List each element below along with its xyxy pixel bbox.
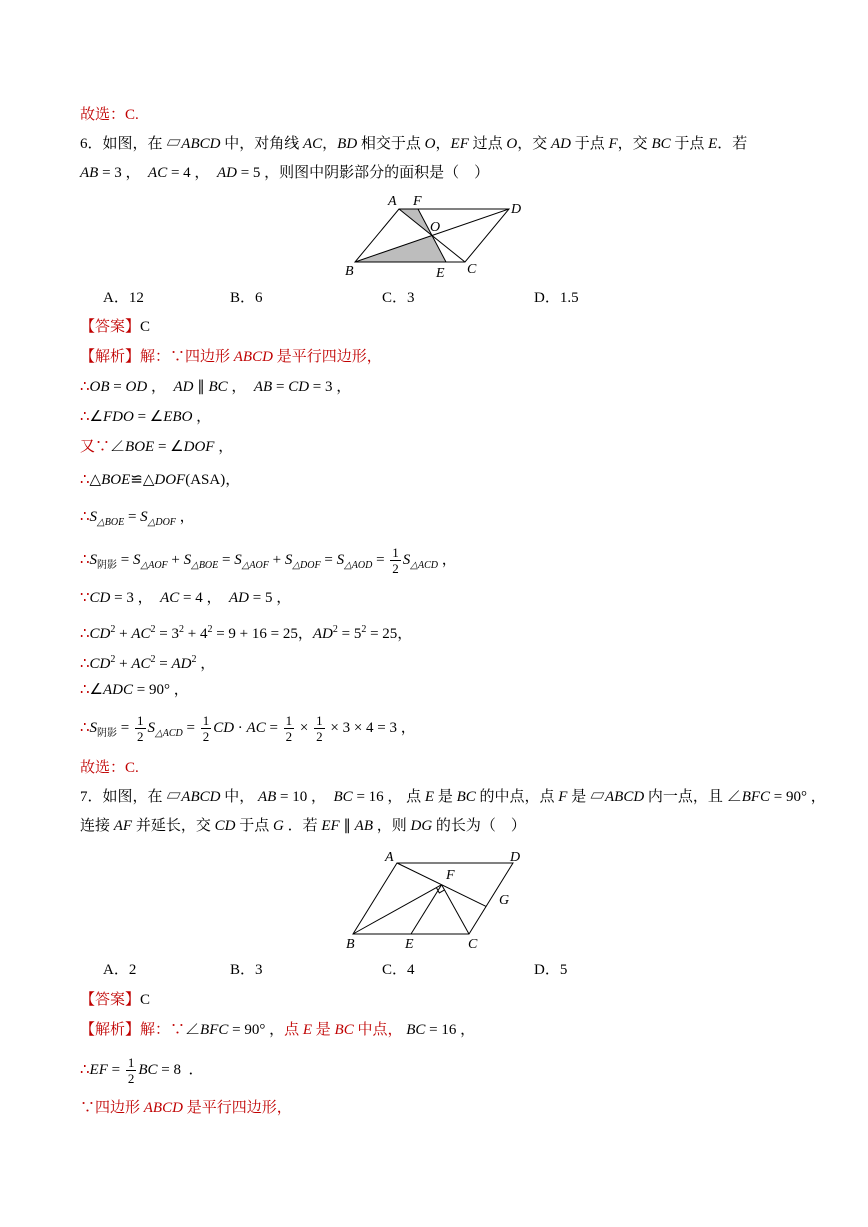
- text-run: 中，: [220, 789, 258, 805]
- option-value: 12: [128, 290, 144, 306]
- text-run: 则图中阴影部分的面积是（ ）: [279, 165, 490, 181]
- text-run: ，交: [617, 136, 652, 152]
- math-symbols: = ∠: [154, 439, 184, 455]
- math-symbols: ∠: [726, 789, 742, 805]
- math-variable: CD: [89, 656, 111, 672]
- math-symbols: = 16 ，: [352, 789, 403, 805]
- math-variable: CD: [214, 818, 236, 834]
- q6-option-c[interactable]: [382, 288, 415, 308]
- superscript: 2: [110, 654, 116, 665]
- segment-ef: [411, 885, 442, 934]
- math-variable: ABCD: [181, 136, 221, 152]
- math-symbols: +: [268, 552, 285, 568]
- math-variable: S: [133, 552, 141, 568]
- highlight-text: 是平行四边形，: [272, 349, 382, 365]
- math-symbols: ▱: [166, 789, 182, 805]
- superscript: 2: [332, 624, 338, 635]
- math-symbols: = 90° ，: [228, 1022, 285, 1038]
- math-variable: AC: [246, 720, 266, 736]
- fraction-numerator: 1: [137, 713, 144, 729]
- superscript: 2: [191, 654, 197, 665]
- point-label-e: E: [405, 937, 414, 952]
- math-symbols: = 90° ，: [133, 682, 189, 698]
- highlight-text: 中点，: [353, 1022, 407, 1038]
- math-symbols: = 5 ，: [236, 165, 280, 181]
- text-run: 并延长，交: [132, 818, 215, 834]
- math-variable: OB: [89, 379, 110, 395]
- math-variable: S: [89, 552, 98, 568]
- q6-option-d[interactable]: [534, 288, 579, 308]
- text-run: 中，对角线: [220, 136, 303, 152]
- q6-solution-line-3: [80, 407, 211, 427]
- math-symbols: =: [124, 509, 141, 525]
- q7-option-b[interactable]: [230, 960, 263, 980]
- q6-solution-line-10: [80, 650, 215, 670]
- highlight-text: ∴: [80, 379, 90, 395]
- math-variable: CD: [213, 720, 235, 736]
- math-variable: AC: [148, 165, 168, 181]
- math-variable: BD: [337, 136, 358, 152]
- math-variable: BC: [456, 789, 476, 805]
- q7-stem-line-1: [80, 787, 826, 807]
- math-variable: AF: [113, 818, 133, 834]
- math-variable: O: [506, 136, 518, 152]
- math-symbols: ∠: [185, 1022, 201, 1038]
- math-symbols: + 4: [184, 626, 208, 642]
- math-symbols: × 3 × 4 = 3 ，: [326, 720, 416, 736]
- q6-solution-line-7: [80, 540, 457, 580]
- math-symbols: ，: [227, 379, 254, 395]
- fraction: [284, 713, 295, 744]
- text-run: 过点: [468, 136, 507, 152]
- q6-solution-line-6: [80, 507, 195, 527]
- fraction-denominator: 2: [127, 1071, 135, 1087]
- math-variable: F: [558, 789, 568, 805]
- math-variable: AD: [550, 136, 571, 152]
- highlight-text: ∴: [80, 552, 90, 568]
- math-variable: ADC: [103, 682, 133, 698]
- math-symbols: ∠: [89, 682, 103, 698]
- math-variable: BC: [406, 1022, 426, 1038]
- math-symbols: +: [115, 656, 132, 672]
- fraction-denominator: 2: [202, 729, 210, 745]
- math-variable: BOE: [125, 439, 155, 455]
- math-symbols: =: [109, 379, 126, 395]
- math-variable: DG: [410, 818, 433, 834]
- highlight-text: 【解析】解：∵四边形: [80, 349, 234, 365]
- text-run: ．若: [283, 818, 322, 834]
- option-value: 3: [407, 290, 415, 306]
- math-variable: S: [183, 552, 192, 568]
- math-variable: AB: [80, 165, 99, 181]
- option-letter: D．: [534, 290, 560, 306]
- highlight-text: 故选：C.: [80, 760, 139, 776]
- math-variable: AB: [257, 789, 277, 805]
- q6-figure-parallelogram: [340, 190, 530, 285]
- math-variable: E: [708, 136, 718, 152]
- q7-solution-line-2: [80, 1050, 203, 1090]
- math-symbols: =: [320, 552, 337, 568]
- text-run: 的中点，点: [475, 789, 559, 805]
- subscript: 阴影: [97, 728, 118, 739]
- math-variable: AC: [302, 136, 323, 152]
- point-label-e: E: [436, 266, 445, 281]
- highlight-text: ∴: [80, 472, 90, 488]
- math-variable: AB: [253, 379, 273, 395]
- superscript: 2: [110, 624, 116, 635]
- math-symbols: ，: [196, 656, 216, 672]
- highlight-math-variable: ABCD: [233, 349, 273, 365]
- highlight-text: ∵四边形: [80, 1100, 144, 1116]
- shaded-triangle-boe: [355, 236, 446, 263]
- fraction-numerator: 1: [285, 713, 293, 729]
- math-symbols: = ∠: [133, 409, 164, 425]
- math-symbols: = 5 ，: [249, 590, 292, 606]
- option-value: 3: [255, 962, 263, 978]
- vertex-label-c: C: [468, 937, 478, 952]
- math-symbols: = 10 ，: [276, 789, 334, 805]
- point-label-o: O: [430, 220, 441, 235]
- math-variable: F: [608, 136, 618, 152]
- option-value: 2: [128, 962, 137, 978]
- math-symbols: = 3: [155, 626, 179, 642]
- highlight-text: 【解析】解：∵: [80, 1022, 186, 1038]
- highlight-text: ∴: [80, 409, 90, 425]
- text-run: 相交于点: [357, 136, 425, 152]
- option-letter: D．: [534, 962, 560, 978]
- math-variable: S: [284, 552, 293, 568]
- math-symbols: = 3 ，: [309, 379, 352, 395]
- math-variable: S: [140, 509, 148, 525]
- highlight-text: ∴: [80, 509, 90, 525]
- math-symbols: (ASA)，: [185, 472, 241, 488]
- math-variable: BC: [651, 136, 671, 152]
- vertex-label-c: C: [467, 262, 477, 277]
- fraction-denominator: 2: [392, 561, 399, 577]
- math-symbols: ·: [234, 720, 247, 736]
- option-value: 6: [255, 290, 263, 306]
- option-letter: B．: [230, 290, 256, 306]
- math-symbols: =: [117, 720, 134, 736]
- math-symbols: = 9 + 16 = 25，: [212, 626, 313, 642]
- math-variable: BC: [208, 379, 228, 395]
- q6-stem-line-2: [80, 163, 489, 183]
- q5-conclusion: [80, 105, 139, 125]
- text-run: ，交: [517, 136, 551, 152]
- highlight-math-variable: ABCD: [143, 1100, 183, 1116]
- math-symbols: ▱: [166, 136, 182, 152]
- math-variable: BC: [333, 789, 353, 805]
- subscript: 阴影: [97, 560, 118, 571]
- math-variable: CD: [288, 379, 310, 395]
- math-variable: FDO: [103, 409, 134, 425]
- math-variable: AC: [160, 590, 180, 606]
- text-run: 于点: [235, 818, 273, 834]
- math-symbols: ▱: [589, 789, 605, 805]
- math-variable: OD: [125, 379, 148, 395]
- option-letter: A．: [103, 290, 129, 306]
- text-run: 连接: [80, 818, 114, 834]
- text-run: 点: [402, 789, 425, 805]
- option-letter: C．: [382, 962, 408, 978]
- math-symbols: =: [117, 552, 134, 568]
- math-variable: AC: [131, 626, 151, 642]
- highlight-text: ∴: [80, 1062, 90, 1078]
- fraction: [201, 713, 212, 744]
- math-symbols: ∥: [193, 379, 209, 395]
- highlight-text: 故选：C.: [80, 107, 139, 123]
- vertex-label-a: A: [385, 850, 394, 865]
- math-variable: DOF: [154, 472, 186, 488]
- math-variable: O: [424, 136, 436, 152]
- fraction: [126, 1055, 137, 1086]
- math-symbols: =: [372, 552, 389, 568]
- math-symbols: = 90° ，: [770, 789, 826, 805]
- q6-solution-line-4: [80, 437, 233, 457]
- highlight-text: ∴: [80, 682, 90, 698]
- subscript: △ACD: [155, 728, 183, 739]
- math-symbols: ，: [437, 552, 457, 568]
- answer-value: C: [140, 319, 151, 335]
- math-symbols: = 3 ，: [98, 165, 149, 181]
- math-symbols: △: [89, 472, 102, 488]
- q6-option-a[interactable]: [103, 288, 144, 308]
- math-variable: ABCD: [181, 789, 221, 805]
- math-symbols: =: [218, 552, 235, 568]
- math-symbols: = 3 ，: [110, 590, 161, 606]
- fraction-numerator: 1: [316, 713, 323, 729]
- math-variable: S: [336, 552, 345, 568]
- fraction-denominator: 2: [137, 729, 144, 745]
- math-symbols: = 5: [337, 626, 362, 642]
- math-symbols: ，: [192, 409, 212, 425]
- text-run: ，: [322, 136, 338, 152]
- math-symbols: =: [272, 379, 289, 395]
- math-variable: CD: [89, 626, 111, 642]
- math-variable: S: [234, 552, 242, 568]
- point-label-f: F: [446, 868, 455, 883]
- math-symbols: ×: [296, 720, 313, 736]
- fraction-denominator: 2: [316, 729, 323, 745]
- fraction-numerator: 1: [392, 545, 399, 561]
- highlight-text: ∵: [80, 590, 90, 606]
- fraction: [390, 545, 401, 576]
- option-value: 1.5: [559, 290, 579, 306]
- math-variable: S: [147, 720, 156, 736]
- highlight-text: 是平行四边形，: [182, 1100, 292, 1116]
- fraction: [314, 713, 325, 744]
- math-variable: S: [89, 509, 98, 525]
- q6-solution-line-11: [80, 680, 189, 700]
- answer-label: 【答案】: [80, 319, 141, 335]
- option-letter: A．: [103, 962, 129, 978]
- text-run: 6．如图，在: [80, 136, 167, 152]
- text-run: ，则: [372, 818, 411, 834]
- q6-conclusion: [80, 758, 139, 778]
- math-variable: AD: [229, 590, 249, 606]
- subscript: △AOD: [344, 560, 373, 571]
- math-symbols: = 4 ，: [167, 165, 217, 181]
- q7-option-a[interactable]: [103, 960, 136, 980]
- math-variable: BC: [138, 1062, 158, 1078]
- highlight-text: ∴: [80, 626, 90, 642]
- vertex-label-b: B: [345, 264, 354, 279]
- math-variable: EF: [321, 818, 340, 834]
- math-symbols: = 4 ，: [179, 590, 229, 606]
- math-symbols: = 8 ．: [157, 1062, 204, 1078]
- q7-answer: [80, 990, 150, 1010]
- option-value: 4: [407, 962, 415, 978]
- subscript: △AOF: [241, 560, 269, 571]
- math-symbols: =: [265, 720, 282, 736]
- math-variable: BFC: [741, 789, 771, 805]
- q6-solution-line-9: [80, 620, 412, 640]
- highlight-text: ∴: [80, 656, 90, 672]
- math-symbols: = 25，: [366, 626, 413, 642]
- q7-figure-parallelogram: [340, 845, 530, 955]
- subscript: △ACD: [410, 560, 438, 571]
- fraction-denominator: 2: [285, 729, 293, 745]
- q6-solution-line-1: [80, 347, 382, 367]
- point-label-g: G: [499, 893, 510, 908]
- segment-fc: [442, 885, 469, 934]
- text-run: ，: [435, 136, 451, 152]
- math-symbols: +: [167, 552, 184, 568]
- q7-solution-line-1: [80, 1020, 475, 1040]
- text-run: 的长为（ ）: [432, 818, 526, 834]
- superscript: 2: [361, 624, 367, 635]
- vertex-label-b: B: [346, 937, 355, 952]
- math-variable: EF: [450, 136, 469, 152]
- math-symbols: ≌△: [130, 472, 155, 488]
- math-variable: S: [89, 720, 98, 736]
- math-symbols: ∠: [110, 439, 126, 455]
- math-symbols: ，: [147, 379, 174, 395]
- math-symbols: ∥: [339, 818, 355, 834]
- q6-stem-line-1: [80, 134, 747, 154]
- math-variable: DOF: [183, 439, 215, 455]
- math-variable: G: [272, 818, 284, 834]
- q7-solution-line-3: [80, 1098, 292, 1118]
- fraction-numerator: 1: [127, 1055, 135, 1071]
- subscript: △DOF: [292, 560, 321, 571]
- math-symbols: =: [155, 656, 172, 672]
- text-run: ．若: [717, 136, 748, 152]
- math-symbols: =: [107, 1062, 124, 1078]
- fraction: [135, 713, 146, 744]
- superscript: 2: [150, 624, 156, 635]
- q7-stem-line-2: [80, 816, 526, 836]
- q6-solution-line-5: [80, 470, 240, 490]
- highlight-text: ∴: [80, 720, 90, 736]
- math-symbols: =: [182, 720, 199, 736]
- math-variable: AD: [173, 379, 194, 395]
- math-variable: BFC: [200, 1022, 229, 1038]
- text-run: 是: [434, 789, 457, 805]
- math-symbols: ∠: [89, 409, 103, 425]
- vertex-label-d: D: [511, 202, 522, 217]
- math-variable: AB: [354, 818, 373, 834]
- option-letter: C．: [382, 290, 408, 306]
- highlight-text: 又∵: [80, 439, 111, 455]
- q6-solution-line-8: [80, 588, 291, 608]
- vertex-label-a: A: [388, 194, 397, 209]
- q7-option-d[interactable]: [534, 960, 567, 980]
- math-symbols: ，: [214, 439, 234, 455]
- math-variable: EF: [89, 1062, 108, 1078]
- subscript: △BOE: [191, 560, 219, 571]
- q6-solution-line-2: [80, 377, 351, 397]
- text-run: 于点: [570, 136, 609, 152]
- text-run: 于点: [670, 136, 709, 152]
- math-variable: BOE: [101, 472, 131, 488]
- math-symbols: = 16 ，: [425, 1022, 476, 1038]
- q7-option-c[interactable]: [382, 960, 415, 980]
- math-symbols: ，: [175, 509, 195, 525]
- answer-label: 【答案】: [80, 992, 141, 1008]
- subscript: △AOF: [140, 560, 168, 571]
- option-value: 5: [559, 962, 568, 978]
- highlight-math-variable: BC: [334, 1022, 354, 1038]
- math-variable: EBO: [163, 409, 193, 425]
- highlight-math-variable: E: [302, 1022, 313, 1038]
- math-variable: CD: [89, 590, 111, 606]
- q6-solution-line-12: [80, 708, 416, 748]
- superscript: 2: [179, 624, 184, 635]
- point-label-f: F: [413, 194, 422, 209]
- highlight-text: 点: [284, 1022, 303, 1038]
- q6-option-b[interactable]: [230, 288, 263, 308]
- math-variable: AD: [216, 165, 237, 181]
- math-symbols: +: [115, 626, 132, 642]
- subscript: △BOE: [97, 517, 125, 528]
- option-letter: B．: [230, 962, 256, 978]
- fraction-numerator: 1: [202, 713, 210, 729]
- highlight-text: 是: [312, 1022, 335, 1038]
- math-variable: AC: [131, 656, 151, 672]
- text-run: 7．如图，在: [80, 789, 167, 805]
- superscript: 2: [150, 654, 156, 665]
- segment-bf: [353, 885, 442, 934]
- q6-answer: [80, 317, 150, 337]
- math-variable: S: [402, 552, 411, 568]
- superscript: 2: [207, 624, 213, 635]
- subscript: △DOF: [147, 517, 176, 528]
- math-variable: AD: [312, 626, 333, 642]
- vertex-label-d: D: [510, 850, 521, 865]
- text-run: 是: [567, 789, 590, 805]
- answer-value: C: [140, 992, 151, 1008]
- math-variable: ABCD: [605, 789, 645, 805]
- text-run: 内一点，且: [644, 789, 727, 805]
- math-variable: E: [424, 789, 435, 805]
- math-variable: AD: [171, 656, 192, 672]
